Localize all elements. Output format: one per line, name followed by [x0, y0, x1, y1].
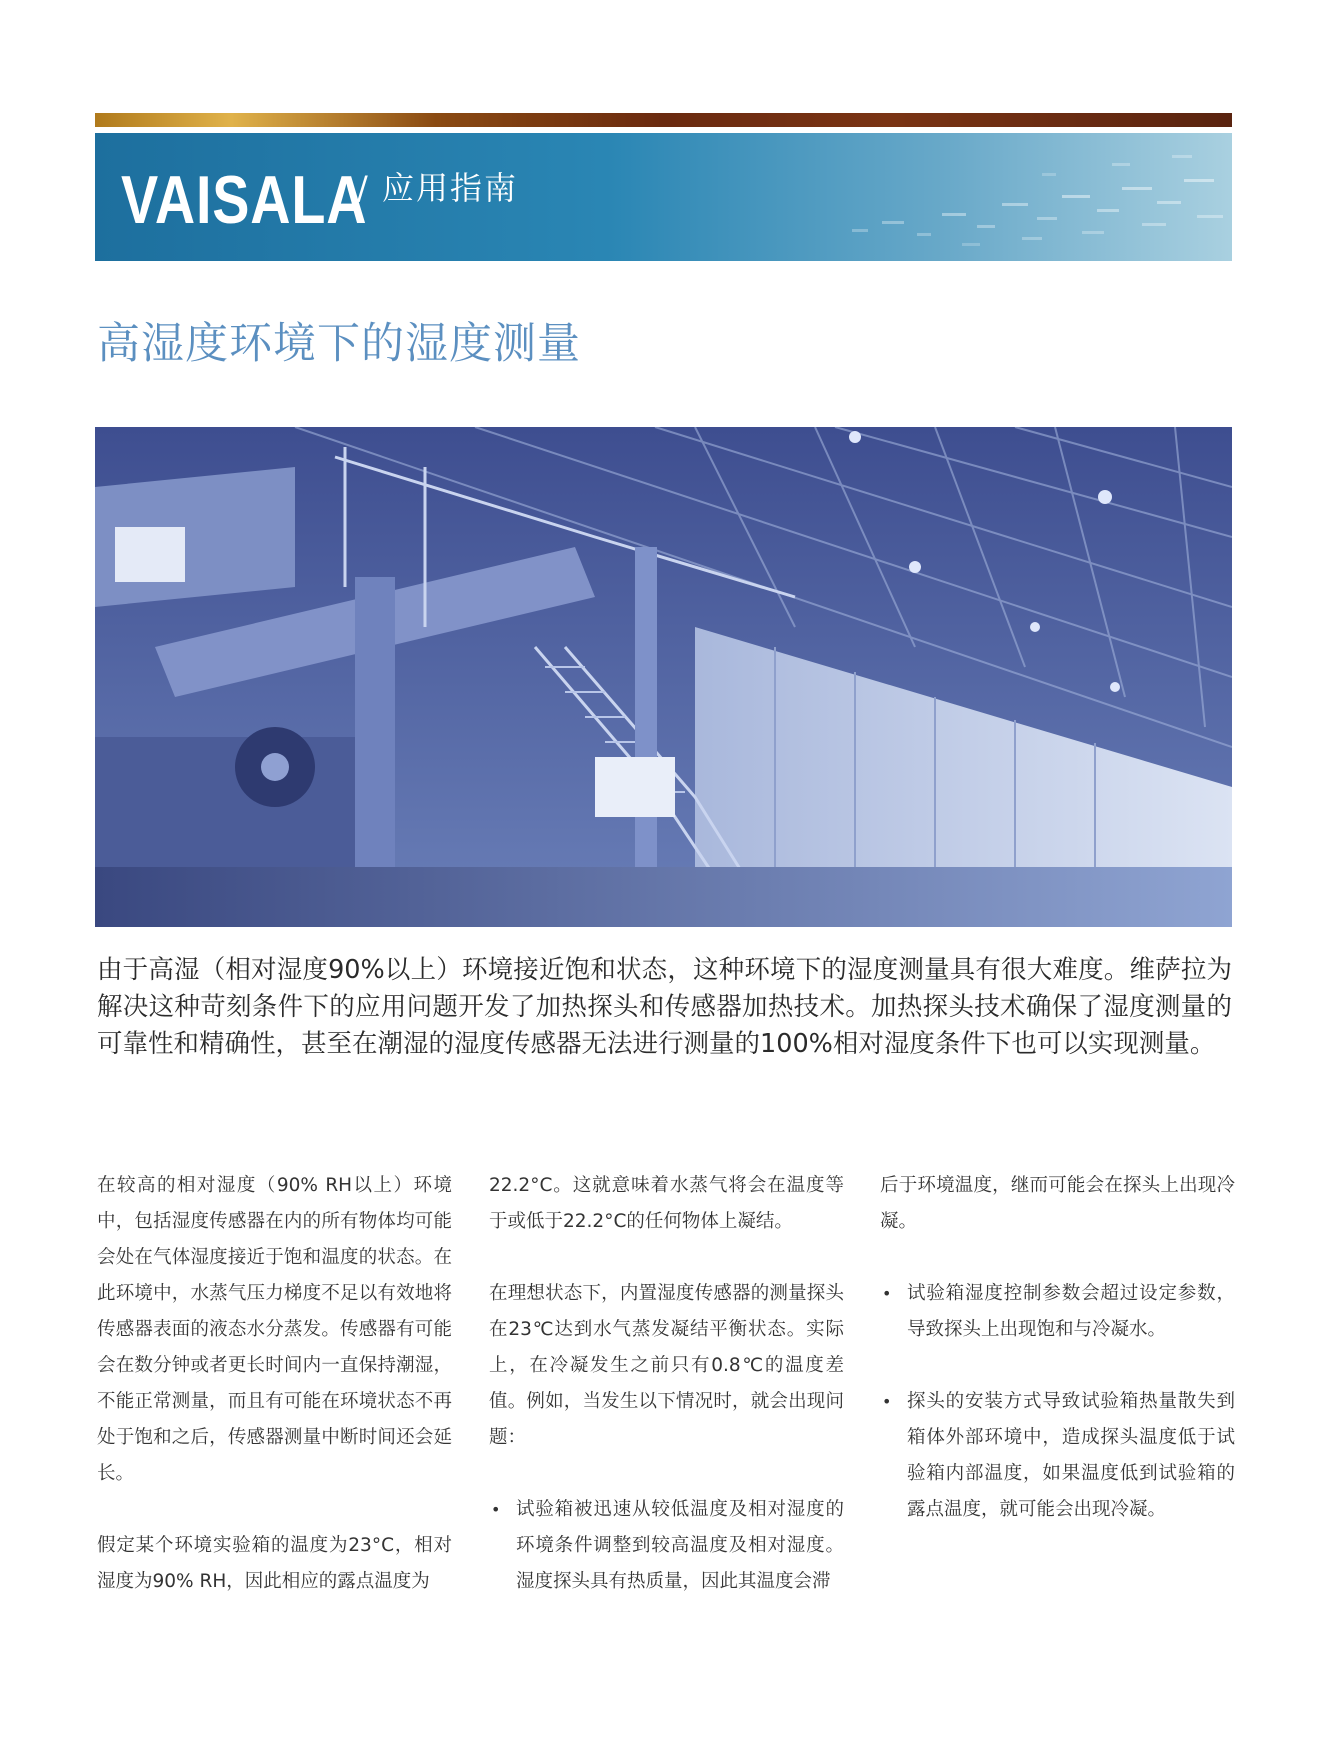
vaisala-logo: VAISALA	[121, 162, 368, 238]
body-paragraph: 后于环境温度，继而可能会在探头上出现冷凝。	[880, 1175, 1235, 1232]
body-paragraph: 假定某个环境实验箱的温度为23°C，相对湿度为90% RH，因此相应的露点温度为	[97, 1535, 452, 1592]
list-item-text: 探头的安装方式导致试验箱热量散失到箱体外部环境中，造成探头温度低于试验箱内部温度，如果温度低到试验箱的露点温度，就可能会出现冷凝。	[907, 1391, 1235, 1520]
document-type-label: / 应用指南	[357, 169, 518, 207]
column-1	[97, 1168, 452, 1600]
intro-paragraph: 由于高湿（相对湿度90%以上）环境接近饱和状态，这种环境下的湿度测量具有很大难度。维萨拉为解决这种苛刻条件下的应用问题开发了加热探头和传感器加热技术。加热探头技术确保了湿度测量的可靠性和精确性，甚至在潮湿的湿度传感器无法进行测量的100%相对湿度条件下也可以实现测量。	[97, 955, 1232, 1059]
column-2	[489, 1168, 844, 1600]
list-item-text: 试验箱被迅速从较低温度及相对湿度的环境条件调整到较高温度及相对湿度。湿度探头具有热质量，因此其温度会滞	[516, 1499, 844, 1592]
body-paragraph: 在理想状态下，内置湿度传感器的测量探头在23℃达到水气蒸发凝结平衡状态。实际上，在冷凝发生之前只有0.8℃的温度差值。例如，当发生以下情况时，就会出现问题：	[489, 1283, 844, 1448]
body-paragraph: 22.2°C。这就意味着水蒸气将会在温度等于或低于22.2°C的任何物体上凝结。	[489, 1175, 844, 1232]
bullet-icon: •	[882, 1392, 892, 1411]
body-paragraph: 在较高的相对湿度（90% RH以上）环境中，包括湿度传感器在内的所有物体均可能会处在气体湿度接近于饱和温度的状态。在此环境中，水蒸气压力梯度不足以有效地将传感器表面的液态水分蒸发。传感器有可能会在数分钟或者更长时间内一直保持潮湿，不能正常测量，而且有可能在环境状态不再处于饱和之后，传感器测量中断时间还会延长。	[97, 1175, 452, 1484]
header-banner	[95, 133, 1232, 261]
bullet-list	[880, 1276, 1235, 1528]
bullet-list	[489, 1492, 844, 1600]
bullet-icon: •	[491, 1500, 501, 1519]
bullet-icon: •	[882, 1284, 892, 1303]
list-item	[880, 1276, 1235, 1348]
page-title: 高湿度环境下的湿度测量	[97, 319, 581, 369]
column-3	[880, 1168, 1235, 1528]
list-item	[880, 1384, 1235, 1528]
header-stripe	[95, 113, 1232, 127]
list-item-text: 试验箱湿度控制参数会超过设定参数，导致探头上出现饱和与冷凝水。	[907, 1283, 1235, 1340]
factory-photo	[95, 427, 1232, 927]
banner-pattern	[812, 133, 1232, 261]
list-item	[489, 1492, 844, 1600]
